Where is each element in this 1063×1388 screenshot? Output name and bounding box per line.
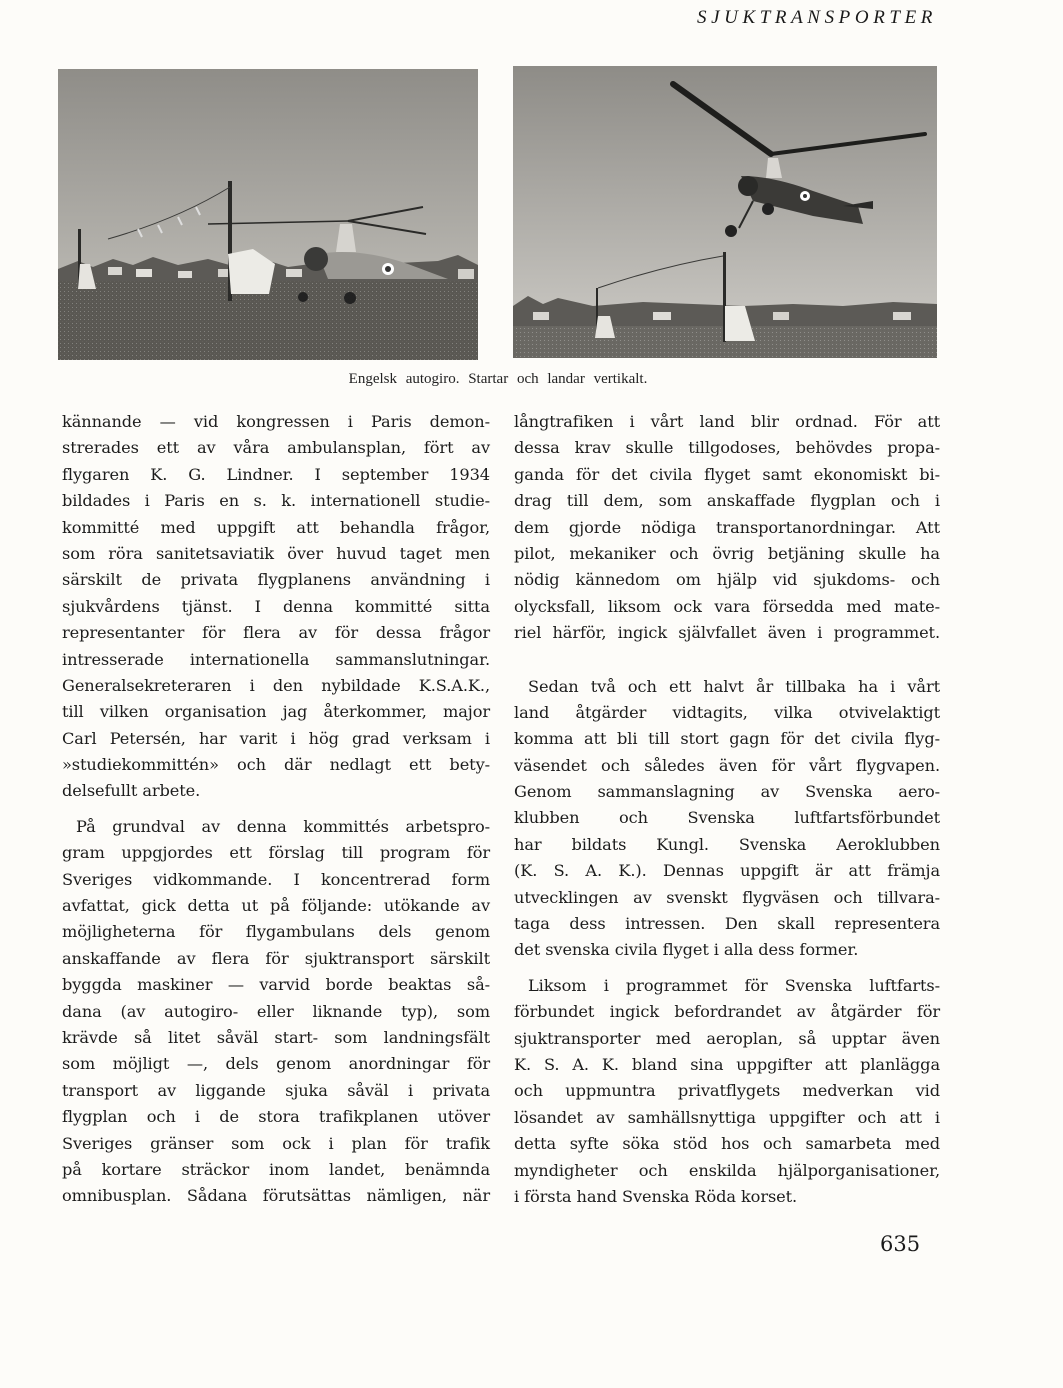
- photo-illustration: [513, 66, 937, 358]
- right-column: [514, 409, 940, 1210]
- text-line: kännande — vid kongressen i Paris demon-: [62, 412, 490, 431]
- text-line: byggda maskiner — varvid borde beaktas så-: [62, 975, 490, 995]
- text-line: i första hand Svenska Röda korset.: [514, 1186, 798, 1206]
- photo-illustration: [58, 69, 478, 360]
- text-line: strerades ett av våra ambulansplan, fört av: [62, 438, 490, 458]
- text-line: Carl Petersén, har varit i hög grad verksam i: [62, 728, 490, 748]
- text-line: delsefullt arbete.: [62, 781, 201, 801]
- text-line: (K. S. A. K.). Dennas uppgift är att främja: [514, 861, 940, 881]
- text-line: riel härför, ingick självfallet även i programmet.: [514, 623, 940, 643]
- text-line: intresserade internationella sammanslutningar.: [62, 649, 490, 669]
- paragraph: [514, 674, 940, 964]
- text-line: representanter för flera av för dessa frågor: [62, 623, 490, 643]
- text-line: det svenska civila flyget i alla dess former.: [514, 940, 859, 960]
- text-line: och uppmuntra privatflygets medverkan vid: [514, 1081, 940, 1101]
- text-line: transport av liggande sjuka såväl i privata: [62, 1080, 490, 1100]
- paragraph: [62, 409, 490, 805]
- paragraph-gap: [62, 805, 490, 814]
- text-line: till vilken organisation jag återkommer, major: [62, 702, 490, 722]
- text-line: komma att bli till stort gagn för det civila flyg-: [514, 729, 940, 749]
- text-line: land åtgärder vidtagits, vilka otvivelaktigt: [514, 702, 940, 722]
- running-head: SJUKTRANSPORTER: [697, 7, 937, 28]
- text-line: pilot, mekaniker och övrig betjäning skulle ha: [514, 543, 940, 563]
- text-line: Genom sammanslagning av Svenska aero-: [514, 782, 940, 802]
- text-line: Sveriges vidkommande. I koncentrerad form: [62, 869, 490, 889]
- text-line: som möjligt —, dels genom anordningar för: [62, 1054, 490, 1074]
- text-line: omnibusplan. Sådana förutsättas nämligen, när: [62, 1186, 490, 1206]
- text-line: På grundval av denna kommittés arbetspro-: [76, 816, 490, 836]
- text-line: flygplan och i de stora trafikplanen utöver: [62, 1107, 490, 1127]
- autogiro-ground-photo: [58, 69, 478, 360]
- left-column: [62, 409, 490, 1210]
- text-line: drag till dem, som anskaffade flygplan och i: [514, 491, 940, 511]
- paragraph-gap: [514, 964, 940, 973]
- text-line: Sveriges gränser som ock i plan för trafik: [62, 1133, 490, 1153]
- paragraph: [514, 973, 940, 1211]
- text-line: dessa krav skulle tillgodoses, behövdes propa-: [514, 438, 940, 458]
- text-line: särskilt de privata flygplanens användning i: [62, 570, 490, 590]
- text-line: sjukvårdens tjänst. I denna kommitté sitta: [62, 596, 490, 616]
- text-line: nödig kännedom om hjälp vid sjukdoms- och: [514, 570, 940, 590]
- text-line: som röra sanitetsaviatik över huvud taget men: [62, 543, 490, 563]
- text-line: krävde så litet såväl start- som landningsfält: [62, 1027, 490, 1047]
- text-line: gram uppgjordes ett förslag till program för: [62, 843, 490, 863]
- text-line: ganda för det civila flyget samt ekonomiskt bi-: [514, 464, 940, 484]
- text-line: olycksfall, liksom ock vara försedda med mate-: [514, 596, 940, 616]
- paragraph-gap: [514, 647, 940, 674]
- caption-text: Engelsk autogiro. Startar och landar vertikalt.: [348, 371, 648, 387]
- text-line: avfattat, gick detta ut på följande: utökande av: [62, 896, 490, 916]
- text-line: kommitté med uppgift att behandla frågor,: [62, 517, 490, 537]
- text-line: K. S. A. K. bland sina uppgifter att planlägga: [514, 1054, 940, 1074]
- text-line: Liksom i programmet för Svenska luftfarts-: [528, 975, 940, 995]
- autogiro-flight-photo: [513, 66, 937, 358]
- text-line: myndigheter och enskilda hjälporganisationer,: [514, 1160, 940, 1180]
- text-line: bildades i Paris en s. k. internationell studie-: [62, 491, 490, 511]
- text-line: har bildats Kungl. Svenska Aeroklubben: [514, 834, 940, 854]
- text-line: lösandet av samhällsnyttiga uppgifter och att i: [514, 1107, 940, 1127]
- text-line: detta syfte söka stöd hos och samarbeta med: [514, 1134, 940, 1154]
- text-line: möjligheterna för flygambulans dels genom: [62, 922, 490, 942]
- page-number: 635: [880, 1232, 921, 1256]
- text-line: förbundet ingick befordrandet av åtgärder för: [514, 1002, 940, 1022]
- text-line: anskaffande av flera för sjuktransport särskilt: [62, 948, 490, 968]
- text-line: flygaren K. G. Lindner. I september 1934: [62, 464, 490, 484]
- text-line: taga dess intressen. Den skall representera: [514, 914, 940, 934]
- text-line: klubben och Svenska luftfartsförbundet: [514, 808, 940, 828]
- text-line: »studiekommittén» och där nedlagt ett bety-: [62, 755, 490, 775]
- text-line: Generalsekreteraren i den nybildade K.S.A.K.,: [62, 675, 490, 695]
- text-line: dem gjorde nödiga transportanordningar. Att: [514, 517, 940, 537]
- text-line: sjuktransporter med aeroplan, så upptar även: [514, 1028, 940, 1048]
- text-line: på kortare sträckor inom landet, benämnda: [62, 1159, 490, 1179]
- text-line: dana (av autogiro- eller liknande typ), som: [62, 1001, 490, 1021]
- text-line: Sedan två och ett halvt år tillbaka ha i vårt: [528, 676, 940, 696]
- text-line: väsendet och således även för vårt flygvapen.: [514, 755, 940, 775]
- text-line: utvecklingen av svenskt flygväsen och tillvara-: [514, 887, 940, 907]
- text-line: långtrafiken i vårt land blir ordnad. För att: [514, 412, 940, 431]
- paragraph: [62, 814, 490, 1210]
- paragraph: [514, 409, 940, 647]
- figure-caption: [0, 371, 1000, 388]
